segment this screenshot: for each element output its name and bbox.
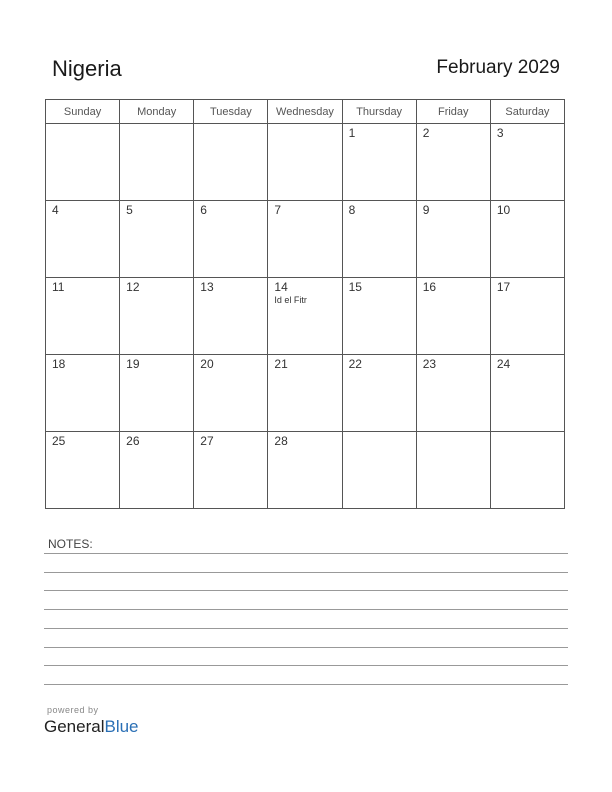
day-cell [194,201,268,278]
day-number: 26 [126,434,140,448]
day-cell [46,355,120,432]
day-cell [342,124,416,201]
note-line [44,590,568,591]
day-cell [342,355,416,432]
day-number: 5 [126,203,133,217]
brand-blue-text: Blue [104,717,139,736]
day-cell [194,355,268,432]
day-number: 13 [200,280,214,294]
day-number [491,432,564,434]
day-number: 17 [496,280,511,294]
day-number [268,124,341,126]
day-number: 24 [496,357,511,371]
holiday-label: Id el Fitr [274,295,307,305]
day-number [46,124,119,126]
day-cell [416,124,490,201]
day-number: 2 [422,126,430,140]
day-cell [46,432,120,509]
week-row-4 [46,355,565,432]
note-line [44,609,568,610]
notes-label: NOTES: [48,537,93,551]
week-row-5 [46,432,565,509]
day-cell [490,124,564,201]
weekday-wednesday: Wednesday [268,100,342,124]
day-cell [120,124,194,201]
day-cell [490,355,564,432]
day-number: 9 [422,203,430,217]
month-title: February 2029 [436,57,560,78]
day-cell [268,355,342,432]
day-number: 15 [348,280,362,294]
weekday-header-row [46,100,565,124]
day-cell [46,124,120,201]
day-cell [490,278,564,355]
day-cell [194,432,268,509]
day-cell [416,201,490,278]
day-number [194,124,267,126]
day-cell [268,124,342,201]
note-line [44,553,568,554]
day-cell [416,278,490,355]
week-row-2 [46,201,565,278]
day-cell [490,432,564,509]
generalblue-logo [44,717,139,737]
brand-general-text: General [44,717,105,736]
note-line [44,647,568,648]
day-cell [194,278,268,355]
weekday-tuesday: Tuesday [194,100,268,124]
day-number: 20 [200,357,214,371]
note-line [44,628,568,629]
country-title: Nigeria [52,56,122,81]
day-number: 4 [52,203,59,217]
day-cell [194,124,268,201]
day-number: 23 [422,357,437,371]
day-number: 7 [274,203,282,217]
day-number: 8 [348,203,356,217]
day-cell [120,355,194,432]
day-cell [268,432,342,509]
day-number: 3 [496,126,504,140]
day-cell [268,278,342,355]
calendar-grid [45,99,565,509]
day-number [120,124,193,126]
day-cell [120,278,194,355]
day-number: 12 [126,280,140,294]
powered-by-text: powered by [47,705,99,715]
day-number: 16 [422,280,437,294]
day-number: 6 [200,203,207,217]
day-cell [268,201,342,278]
day-cell [120,201,194,278]
weekday-thursday: Thursday [342,100,416,124]
day-number: 10 [496,203,511,217]
day-cell [120,432,194,509]
day-cell [46,278,120,355]
weekday-monday: Monday [120,100,194,124]
day-cell [490,201,564,278]
day-number [343,432,416,434]
note-line [44,684,568,685]
week-row-3 [46,278,565,355]
weekday-friday: Friday [416,100,490,124]
day-number: 25 [52,434,66,448]
note-line [44,572,568,573]
day-cell [342,432,416,509]
day-cell [416,355,490,432]
week-row-1 [46,124,565,201]
day-cell [416,432,490,509]
day-number: 19 [126,357,140,371]
weekday-saturday: Saturday [490,100,564,124]
day-number: 21 [274,357,288,371]
day-number: 28 [274,434,288,448]
day-cell [46,201,120,278]
day-number: 27 [200,434,214,448]
day-number: 1 [348,126,356,140]
day-cell [342,278,416,355]
day-number: 22 [348,357,362,371]
note-line [44,665,568,666]
weekday-sunday: Sunday [46,100,120,124]
day-number: 14 [274,280,288,294]
day-cell [342,201,416,278]
day-number: 11 [52,280,65,294]
day-number [417,432,490,434]
day-number: 18 [52,357,66,371]
